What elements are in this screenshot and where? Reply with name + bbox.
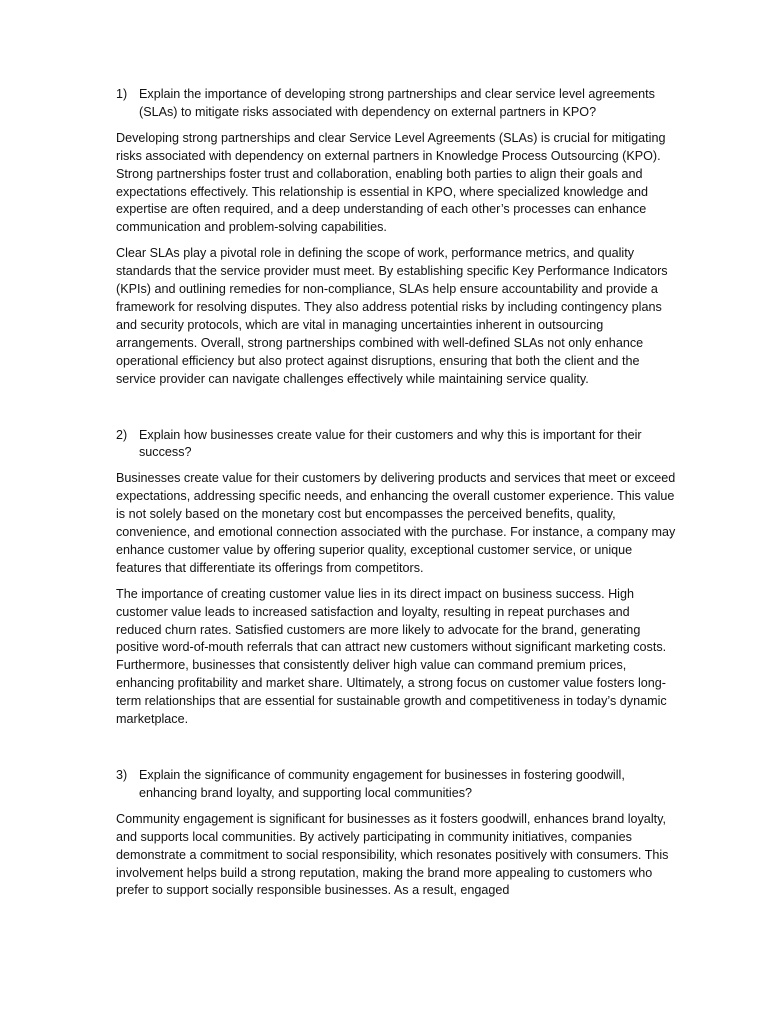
document-body <box>116 86 676 908</box>
answer-paragraph: Community engagement is significant for businesses as it fosters goodwill, enhances brand loyalty, and supports local communities. By actively participating in community initiatives, companies demonstrate a commitment to social responsibility, which resonates positively with consumers. This involvement helps build a strong reputation, making the brand more appealing to customers who prefer to support socially responsible businesses. As a result, engaged <box>116 811 669 898</box>
answer-paragraph: The importance of creating customer value lies in its direct impact on business success. High customer value leads to increased satisfaction and loyalty, resulting in repeat purchases and reduced churn rates. Satisfied customers are more likely to advocate for the brand, generating positive word-of-mouth referrals that can attract new customers without significant marketing costs. Furthermore, businesses that consistently deliver high value can command premium prices, enhancing profitability and market share. Ultimately, a strong focus on customer value fosters long-term relationships that are essential for sustainable growth and competitiveness in today’s dynamic marketplace. <box>116 586 667 727</box>
question-number: 2) <box>116 427 128 442</box>
question-3 <box>116 767 676 803</box>
question-number: 3) <box>116 768 128 782</box>
answer-paragraph: Clear SLAs play a pivotal role in defining the scope of work, performance metrics, and quality standards that the service provider must meet. By establishing specific Key Performance Indicators (KPIs) and outlining remedies for non-compliance, SLAs help ensure accountability and provide a framework for resolving disputes. They also address potential risks by including contingency plans and security protocols, which are vital in managing uncertainties inherent in outsourcing arrangements. Overall, strong partnerships combined with well-defined SLAs not only enhance operational efficiency but also protect against disruptions, ensuring that both the client and the service provider can navigate challenges effectively while maintaining service quality. <box>116 246 668 386</box>
answer-paragraph: Developing strong partnerships and clear Service Level Agreements (SLAs) is crucial for mitigating risks associated with dependency on external partners in Knowledge Process Outsourcing (KPO). Strong partnerships foster trust and collaboration, enabling both parties to align their goals and expectations effectively. This relationship is essential in KPO, where specialized knowledge and expertise are often required, and a deep understanding of each other’s processes can enhance communication and problem-solving capabilities. <box>116 130 666 235</box>
section-spacer <box>116 397 676 427</box>
question-text: Explain the significance of community engagement for businesses in fostering goodwill, enhancing brand loyalty, and supporting local communities? <box>139 768 625 800</box>
answer-paragraph: Businesses create value for their customers by delivering products and services that meet or exceed expectations, addressing specific needs, and enhancing the overall customer experience. This value is not solely based on the monetary cost but encompasses the perceived benefits, quality, convenience, and emotional connection associated with the purchase. For instance, a company may enhance customer value by offering superior quality, exceptional customer service, or unique features that differentiate its offerings from competitors. <box>116 471 676 575</box>
question-number: 1) <box>116 87 128 101</box>
question-text: Explain the importance of developing strong partnerships and clear service level agreements (SLAs) to mitigate risks associated with dependency on external partners in KPO? <box>139 87 655 119</box>
question-2 <box>116 427 676 463</box>
question-1 <box>116 86 676 122</box>
section-spacer <box>116 737 676 767</box>
question-text: Explain how businesses create value for their customers and why this is important for their success? <box>139 427 642 460</box>
